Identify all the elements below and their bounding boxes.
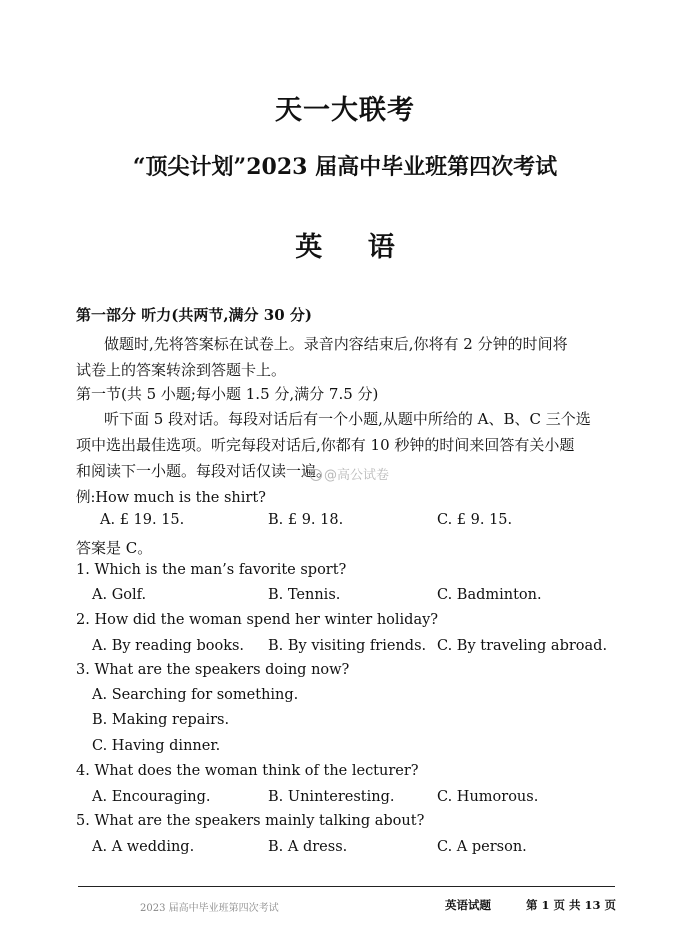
example-option-a: A. £ 19. 15. xyxy=(100,512,185,528)
q3-option-c: C. Having dinner. xyxy=(92,738,221,754)
question-5: 5. What are the speakers mainly talking about? xyxy=(76,813,425,829)
q2-option-c: C. By traveling abroad. xyxy=(437,638,608,654)
q3-option-b: B. Making repairs. xyxy=(92,712,230,728)
example-option-b: B. £ 9. 18. xyxy=(268,512,344,528)
question-4: 4. What does the woman think of the lecturer? xyxy=(76,763,419,779)
instruction-line-1: 做题时,先将答案标在试卷上。录音内容结束后,你将有 2 分钟的时间将 xyxy=(104,335,568,353)
q1-option-c: C. Badminton. xyxy=(437,587,542,603)
example-question: 例:How much is the shirt? xyxy=(76,490,266,506)
part1-heading: 第一部分 听力(共两节,满分 30 分) xyxy=(76,306,312,324)
q5-option-b: B. A dress. xyxy=(268,839,348,855)
watermark-icon xyxy=(310,469,322,481)
watermark: @高公试卷 xyxy=(310,464,389,483)
exam-title: “顶尖计划”2023 届高中毕业班第四次考试 xyxy=(132,154,558,180)
q1-option-a: A. Golf. xyxy=(92,587,147,603)
footer-page-number: 第 1 页 共 13 页 xyxy=(526,898,617,912)
subject-title: 英 语 xyxy=(295,232,413,263)
q3-option-a: A. Searching for something. xyxy=(92,687,299,703)
footer-exam-name: 2023 届高中毕业班第四次考试 xyxy=(140,903,279,914)
example-answer: 答案是 C。 xyxy=(76,539,153,557)
section1-heading: 第一节(共 5 小题;每小题 1.5 分,满分 7.5 分) xyxy=(76,385,379,403)
section1-line-2: 项中选出最佳选项。听完每段对话后,你都有 10 秒钟的时间来回答有关小题 xyxy=(76,436,575,454)
q2-option-a: A. By reading books. xyxy=(92,638,245,654)
footer-subject: 英语试题 xyxy=(445,898,491,912)
q2-option-b: B. By visiting friends. xyxy=(268,638,427,654)
question-3: 3. What are the speakers doing now? xyxy=(76,662,350,678)
example-option-c: C. £ 9. 15. xyxy=(437,512,513,528)
q4-option-a: A. Encouraging. xyxy=(92,789,211,805)
section1-line-1: 听下面 5 段对话。每段对话后有一个小题,从题中所给的 A、B、C 三个选 xyxy=(104,410,591,428)
q4-option-b: B. Uninteresting. xyxy=(268,789,395,805)
section1-line-3: 和阅读下一小题。每段对话仅读一遍。 xyxy=(76,462,332,480)
instruction-line-2: 试卷上的答案转涂到答题卡上。 xyxy=(76,361,287,379)
exam-series-title: 天一大联考 xyxy=(275,95,415,126)
q4-option-c: C. Humorous. xyxy=(437,789,539,805)
q5-option-a: A. A wedding. xyxy=(92,839,195,855)
question-1: 1. Which is the man’s favorite sport? xyxy=(76,562,347,578)
q1-option-b: B. Tennis. xyxy=(268,587,341,603)
q5-option-c: C. A person. xyxy=(437,839,527,855)
footer-divider xyxy=(78,886,615,887)
question-2: 2. How did the woman spend her winter holiday? xyxy=(76,612,439,628)
